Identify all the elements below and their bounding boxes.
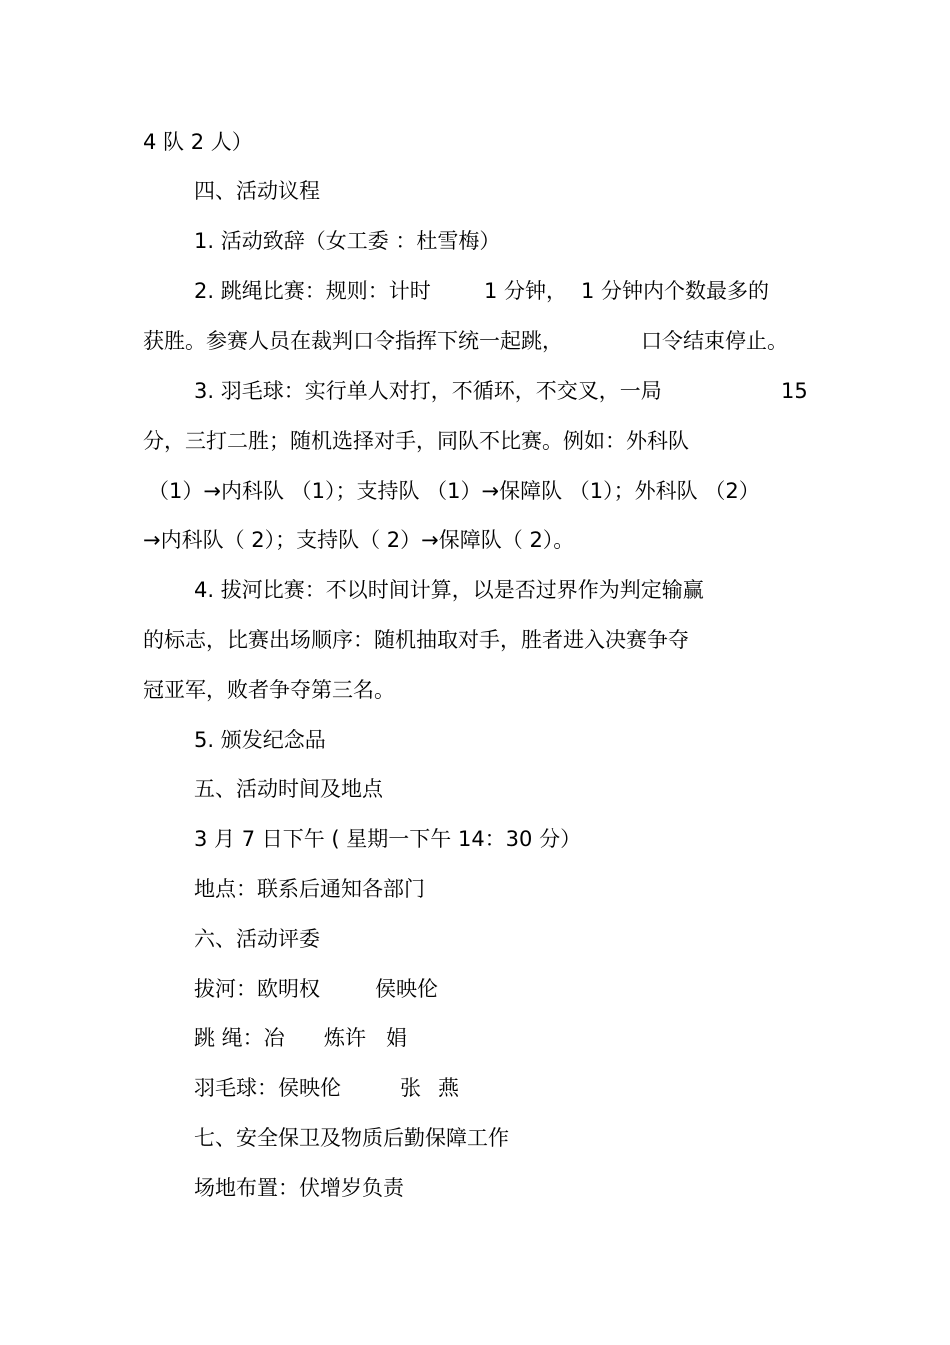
text-segment: 娟 (386, 1026, 407, 1050)
section-heading: 五、活动时间及地点 (194, 777, 383, 801)
text-line: 5. 颁发纪念品 (194, 728, 326, 752)
text-segment: 羽毛球：侯映伦 (194, 1076, 341, 1100)
text-line: 场地布置：伏增岁负责 (194, 1176, 404, 1200)
text-segment: 15 (781, 379, 808, 403)
text-line: 的标志，比赛出场顺序：随机抽取对手，胜者进入决赛争夺 (143, 628, 689, 652)
text-line: 3 月 7 日下午 ( 星期一下午 14：30 分） (194, 827, 582, 851)
text-segment: 2. 跳绳比赛：规则：计时 (194, 279, 431, 303)
text-segment: 获胜。参赛人员在裁判口令指挥下统一起跳， (143, 329, 563, 353)
text-segment: 1 分钟内个数最多的 (581, 279, 770, 303)
text-segment: 口令结束停止。 (641, 329, 788, 353)
text-segment: 3. 羽毛球：实行单人对打，不循环，不交叉，一局 (194, 379, 662, 403)
text-line: 4 队 2 人） (143, 130, 253, 154)
section-heading: 四、活动议程 (194, 179, 320, 203)
text-line: （1）→内科队 （1）；支持队 （1）→保障队 （1）；外科队 （2） (148, 479, 760, 503)
text-line: 分，三打二胜；随机选择对手，同队不比赛。例如：外科队 (143, 429, 689, 453)
text-segment: 拔河：欧明权 (194, 977, 320, 1001)
text-line: 地点：联系后通知各部门 (194, 877, 425, 901)
text-segment: 张 (400, 1076, 421, 1100)
text-line: 1. 活动致辞（女工委 ：杜雪梅） (194, 229, 501, 253)
text-segment: 1 分钟， (484, 279, 568, 303)
text-line: →内科队（ 2）；支持队（ 2）→保障队（ 2）。 (143, 528, 575, 552)
text-segment: 侯映伦 (375, 977, 438, 1001)
text-line: 4. 拔河比赛：不以时间计算，以是否过界作为判定输赢 (194, 578, 704, 602)
text-segment: 燕 (438, 1076, 459, 1100)
text-segment: 炼许 (324, 1026, 366, 1050)
text-segment: 跳 绳：冶 (194, 1026, 285, 1050)
section-heading: 六、活动评委 (194, 927, 320, 951)
section-heading: 七、安全保卫及物质后勤保障工作 (194, 1126, 509, 1150)
text-line: 冠亚军，败者争夺第三名。 (143, 678, 395, 702)
